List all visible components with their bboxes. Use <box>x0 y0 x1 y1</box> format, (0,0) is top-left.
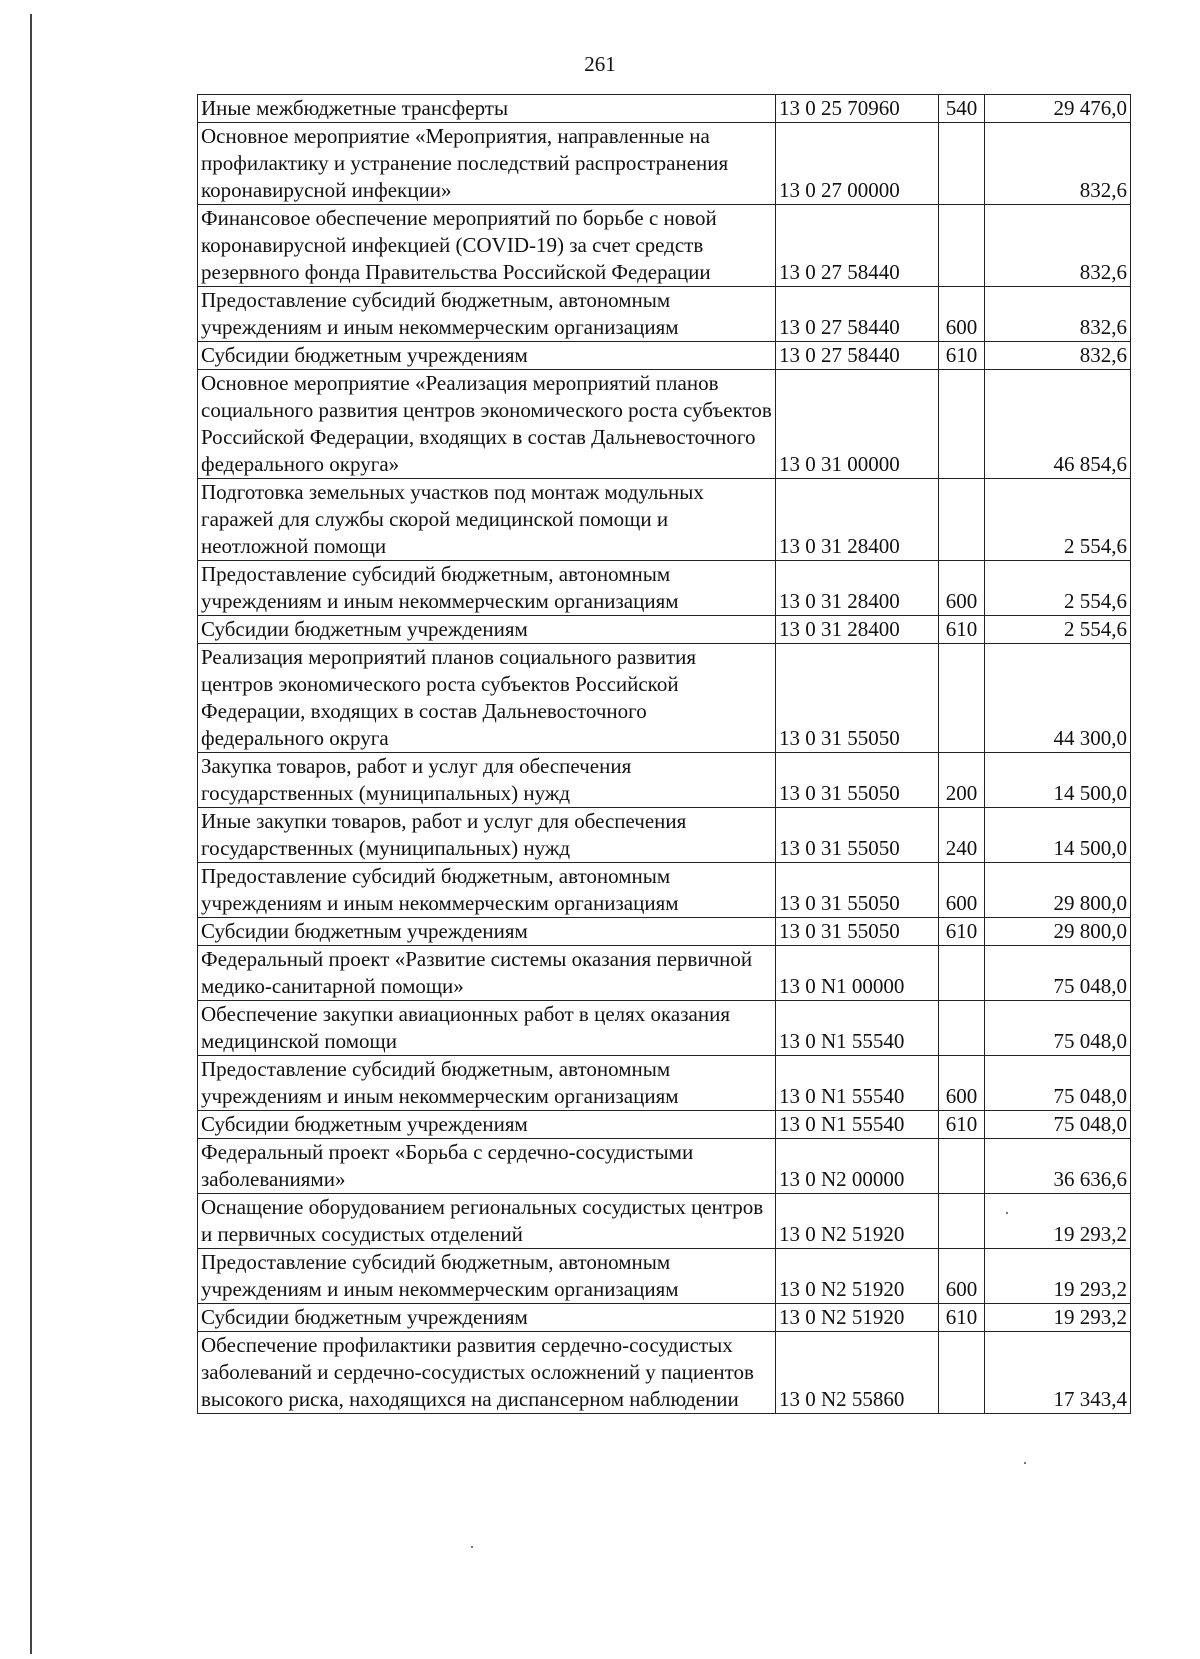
row-code-cell: 13 0 31 28400 <box>776 616 939 644</box>
row-sum-cell: 19 293,2 <box>985 1249 1131 1304</box>
table-row <box>198 205 1131 287</box>
row-name-cell: Оснащение оборудованием региональных сосудистых центров и первичных сосудистых отделений <box>198 1194 776 1249</box>
row-sum-cell: 75 048,0 <box>985 1056 1131 1111</box>
row-name-cell: Субсидии бюджетным учреждениям <box>198 1304 776 1332</box>
scan-edge-line <box>30 14 32 1654</box>
table-row <box>198 342 1131 370</box>
row-sum-cell: 17 343,4 <box>985 1332 1131 1414</box>
row-code-cell: 13 0 31 55050 <box>776 753 939 808</box>
row-name-cell: Предоставление субсидий бюджетным, автономным учреждениям и иным некоммерческим организациям <box>198 863 776 918</box>
table-row <box>198 918 1131 946</box>
table-row <box>198 561 1131 616</box>
row-name-cell: Субсидии бюджетным учреждениям <box>198 342 776 370</box>
row-code-cell: 13 0 27 00000 <box>776 123 939 205</box>
row-sum-cell: 832,6 <box>985 205 1131 287</box>
row-name-cell: Обеспечение закупки авиационных работ в целях оказания медицинской помощи <box>198 1001 776 1056</box>
row-name-cell: Субсидии бюджетным учреждениям <box>198 616 776 644</box>
row-sum-cell: 2 554,6 <box>985 616 1131 644</box>
row-name-cell: Финансовое обеспечение мероприятий по борьбе с новой коронавирусной инфекцией (COVID-19) за счет средств резервного фонда Правительства Российской Федерации <box>198 205 776 287</box>
row-sum-cell: 2 554,6 <box>985 479 1131 561</box>
row-type-cell <box>939 1139 985 1194</box>
table-row <box>198 123 1131 205</box>
table-row <box>198 863 1131 918</box>
row-name-cell: Предоставление субсидий бюджетным, автономным учреждениям и иным некоммерческим организациям <box>198 1056 776 1111</box>
row-sum-cell: 44 300,0 <box>985 644 1131 753</box>
row-code-cell: 13 0 N2 51920 <box>776 1194 939 1249</box>
table-row <box>198 1194 1131 1249</box>
row-code-cell: 13 0 25 70960 <box>776 95 939 123</box>
row-sum-cell: 36 636,6 <box>985 1139 1131 1194</box>
row-code-cell: 13 0 31 00000 <box>776 370 939 479</box>
row-sum-cell: 832,6 <box>985 287 1131 342</box>
row-name-cell: Предоставление субсидий бюджетным, автономным учреждениям и иным некоммерческим организациям <box>198 1249 776 1304</box>
row-type-cell <box>939 1332 985 1414</box>
row-name-cell: Субсидии бюджетным учреждениям <box>198 1111 776 1139</box>
row-sum-cell: 832,6 <box>985 123 1131 205</box>
row-code-cell: 13 0 31 55050 <box>776 808 939 863</box>
row-code-cell: 13 0 31 55050 <box>776 918 939 946</box>
row-type-cell <box>939 205 985 287</box>
row-type-cell: 610 <box>939 1304 985 1332</box>
row-type-cell: 600 <box>939 561 985 616</box>
row-name-cell: Федеральный проект «Борьба с сердечно-сосудистыми заболеваниями» <box>198 1139 776 1194</box>
row-type-cell <box>939 1194 985 1249</box>
row-code-cell: 13 0 31 55050 <box>776 644 939 753</box>
row-name-cell: Реализация мероприятий планов социального развития центров экономического роста субъектов Российской Федерации, входящих в состав Дальневосточного федерального округа <box>198 644 776 753</box>
table-row <box>198 1332 1131 1414</box>
row-code-cell: 13 0 N2 55860 <box>776 1332 939 1414</box>
row-type-cell <box>939 370 985 479</box>
row-code-cell: 13 0 N1 55540 <box>776 1111 939 1139</box>
row-name-cell: Субсидии бюджетным учреждениям <box>198 918 776 946</box>
row-code-cell: 13 0 31 28400 <box>776 479 939 561</box>
budget-table <box>197 94 1131 1414</box>
row-type-cell: 600 <box>939 1056 985 1111</box>
scan-speck <box>1024 1462 1026 1464</box>
row-name-cell: Предоставление субсидий бюджетным, автономным учреждениям и иным некоммерческим организациям <box>198 287 776 342</box>
table-row <box>198 1249 1131 1304</box>
row-sum-cell: 75 048,0 <box>985 946 1131 1001</box>
table-row <box>198 1111 1131 1139</box>
row-name-cell: Подготовка земельных участков под монтаж модульных гаражей для службы скорой медицинской помощи и неотложной помощи <box>198 479 776 561</box>
row-name-cell: Закупка товаров, работ и услуг для обеспечения государственных (муниципальных) нужд <box>198 753 776 808</box>
row-type-cell <box>939 123 985 205</box>
row-type-cell: 200 <box>939 753 985 808</box>
row-sum-cell: 75 048,0 <box>985 1111 1131 1139</box>
table-row <box>198 616 1131 644</box>
table-row <box>198 753 1131 808</box>
table-row <box>198 95 1131 123</box>
table-row <box>198 808 1131 863</box>
row-sum-cell: 2 554,6 <box>985 561 1131 616</box>
row-name-cell: Федеральный проект «Развитие системы оказания первичной медико-санитарной помощи» <box>198 946 776 1001</box>
table-row <box>198 479 1131 561</box>
page-number: 261 <box>584 52 616 76</box>
row-sum-cell: 19 293,2 <box>985 1304 1131 1332</box>
row-name-cell: Обеспечение профилактики развития сердечно-сосудистых заболеваний и сердечно-сосудистых осложнений у пациентов высокого риска, находящихся на диспансерном наблюдении <box>198 1332 776 1414</box>
row-code-cell: 13 0 N2 51920 <box>776 1304 939 1332</box>
scan-speck <box>471 1546 473 1548</box>
row-name-cell: Иные межбюджетные трансферты <box>198 95 776 123</box>
table-row <box>198 287 1131 342</box>
row-type-cell: 610 <box>939 1111 985 1139</box>
row-sum-cell: 46 854,6 <box>985 370 1131 479</box>
table-row <box>198 1304 1131 1332</box>
scan-speck <box>1006 1212 1008 1214</box>
row-name-cell: Предоставление субсидий бюджетным, автономным учреждениям и иным некоммерческим организациям <box>198 561 776 616</box>
row-type-cell: 610 <box>939 616 985 644</box>
row-type-cell: 600 <box>939 863 985 918</box>
row-type-cell <box>939 644 985 753</box>
row-sum-cell: 29 800,0 <box>985 863 1131 918</box>
row-type-cell: 240 <box>939 808 985 863</box>
row-code-cell: 13 0 27 58440 <box>776 342 939 370</box>
table-row <box>198 946 1131 1001</box>
row-sum-cell: 14 500,0 <box>985 808 1131 863</box>
row-sum-cell: 29 800,0 <box>985 918 1131 946</box>
row-name-cell: Иные закупки товаров, работ и услуг для обеспечения государственных (муниципальных) нужд <box>198 808 776 863</box>
row-sum-cell: 14 500,0 <box>985 753 1131 808</box>
row-sum-cell: 832,6 <box>985 342 1131 370</box>
row-type-cell: 610 <box>939 918 985 946</box>
row-name-cell: Основное мероприятие «Реализация мероприятий планов социального развития центров экономического роста субъектов Российской Федерации, входящих в состав Дальневосточного федерального округа» <box>198 370 776 479</box>
row-type-cell: 600 <box>939 1249 985 1304</box>
row-code-cell: 13 0 31 28400 <box>776 561 939 616</box>
row-type-cell: 600 <box>939 287 985 342</box>
table-row <box>198 1001 1131 1056</box>
row-name-cell: Основное мероприятие «Мероприятия, направленные на профилактику и устранение последствий распространения коронавирусной инфекции» <box>198 123 776 205</box>
row-code-cell: 13 0 N1 55540 <box>776 1056 939 1111</box>
row-type-cell <box>939 1001 985 1056</box>
row-sum-cell: 29 476,0 <box>985 95 1131 123</box>
row-code-cell: 13 0 27 58440 <box>776 287 939 342</box>
row-type-cell <box>939 479 985 561</box>
row-code-cell: 13 0 31 55050 <box>776 863 939 918</box>
row-code-cell: 13 0 N1 55540 <box>776 1001 939 1056</box>
table-row <box>198 370 1131 479</box>
row-sum-cell: 75 048,0 <box>985 1001 1131 1056</box>
table-row <box>198 644 1131 753</box>
row-type-cell <box>939 946 985 1001</box>
row-code-cell: 13 0 N2 00000 <box>776 1139 939 1194</box>
row-type-cell: 610 <box>939 342 985 370</box>
budget-table-body <box>198 95 1131 1414</box>
row-sum-cell: 19 293,2 <box>985 1194 1131 1249</box>
table-row <box>198 1139 1131 1194</box>
row-type-cell: 540 <box>939 95 985 123</box>
row-code-cell: 13 0 N2 51920 <box>776 1249 939 1304</box>
row-code-cell: 13 0 27 58440 <box>776 205 939 287</box>
table-row <box>198 1056 1131 1111</box>
row-code-cell: 13 0 N1 00000 <box>776 946 939 1001</box>
